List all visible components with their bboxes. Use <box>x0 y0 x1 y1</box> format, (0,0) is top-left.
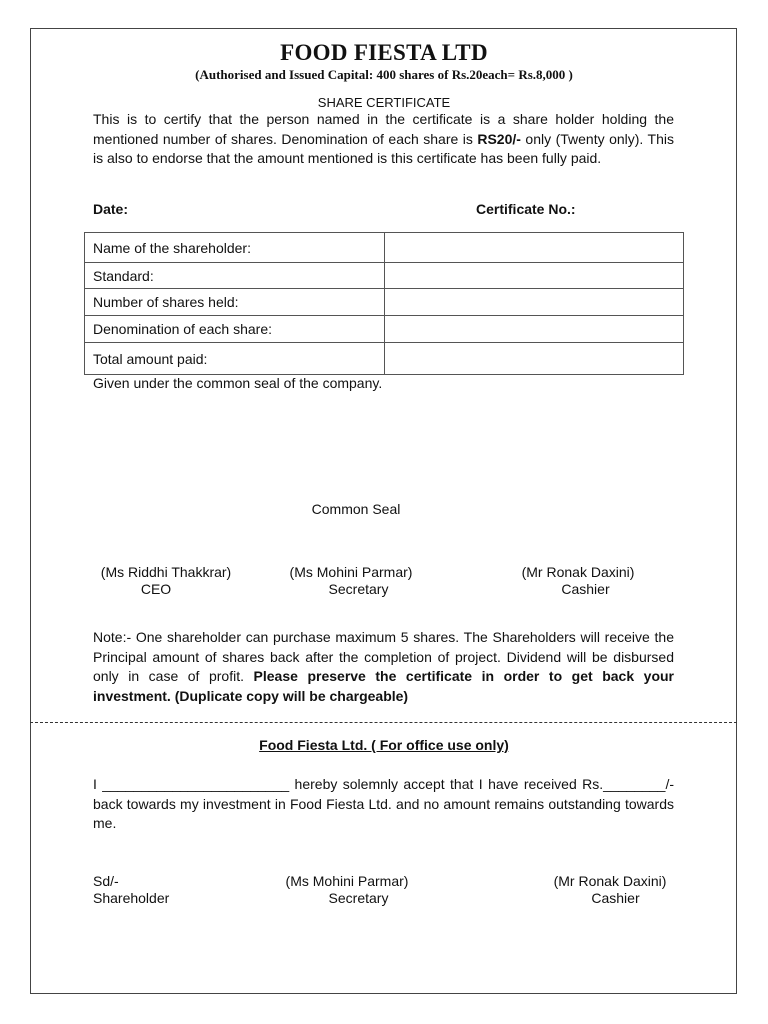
row-label: Total amount paid: <box>85 343 385 375</box>
intro-paragraph <box>93 110 674 169</box>
office-shareholder-name: Sd/- <box>93 873 119 889</box>
table-row <box>85 316 684 343</box>
receipt-paragraph: I ________________________ hereby solemnly accept that I have received Rs.________/- back towards my investment in Food Fiesta Ltd. and no amount remains outstanding towards me. <box>93 776 674 831</box>
intro-part2: only (Twenty only). This is also to endorse that the amount mentioned is this certificate has been fully paid. <box>93 130 675 166</box>
signatory-ceo-name: (Ms Riddhi Thakkrar) <box>100 564 232 580</box>
row-value <box>385 233 684 263</box>
row-label: Standard: <box>85 263 385 289</box>
details-table <box>84 232 684 375</box>
signatory-cashier-name: (Mr Ronak Daxini) <box>521 564 635 580</box>
office-secretary-name: (Ms Mohini Parmar) <box>285 873 409 889</box>
signatory-secretary-name: (Ms Mohini Parmar) <box>289 564 413 580</box>
table-row <box>85 233 684 263</box>
company-name: FOOD FIESTA LTD <box>280 40 488 65</box>
row-value <box>385 343 684 375</box>
common-seal-label: Common Seal <box>311 501 401 517</box>
row-value <box>385 316 684 343</box>
table-row <box>85 289 684 316</box>
row-label: Number of shares held: <box>85 289 385 316</box>
note-text: Note:- One shareholder can purchase maximum 5 shares. The Shareholders will receive the Principal amount of shares back after the completion of project. Dividend will be disbursed only in case of profit. <box>93 629 674 684</box>
signatory-cashier-role: Cashier <box>561 581 610 597</box>
office-cashier-name: (Mr Ronak Daxini) <box>553 873 667 889</box>
table-row <box>85 343 684 375</box>
row-value <box>385 289 684 316</box>
date-label: Date: <box>93 201 129 217</box>
note-bold-text: Please preserve the certificate in order to get back your investment. (Duplicate copy will be chargeable) <box>93 668 674 704</box>
row-value <box>385 263 684 289</box>
row-label: Name of the shareholder: <box>85 233 385 263</box>
office-secretary-role: Secretary <box>328 890 389 906</box>
certificate-no-label: Certificate No.: <box>476 201 576 217</box>
table-row <box>85 263 684 289</box>
signatory-secretary-role: Secretary <box>328 581 389 597</box>
note-paragraph <box>93 628 674 706</box>
document-type: SHARE CERTIFICATE <box>317 95 451 110</box>
capital-line: (Authorised and Issued Capital: 400 shares of Rs.20each= Rs.8,000 ) <box>195 67 573 82</box>
office-shareholder-role: Shareholder <box>93 890 170 906</box>
intro-amount: RS20/- <box>477 130 521 147</box>
office-use-title: Food Fiesta Ltd. ( For office use only) <box>259 737 509 753</box>
intro-part1: This is to certify that the person named in the certificate is a share holder holding the mentioned number of shares. Denomination of each share is <box>93 111 674 147</box>
seal-statement: Given under the common seal of the company. <box>93 375 383 391</box>
row-label: Denomination of each share: <box>85 316 385 343</box>
cut-line <box>30 722 737 723</box>
signatory-ceo-role: CEO <box>140 581 172 597</box>
office-cashier-role: Cashier <box>591 890 640 906</box>
